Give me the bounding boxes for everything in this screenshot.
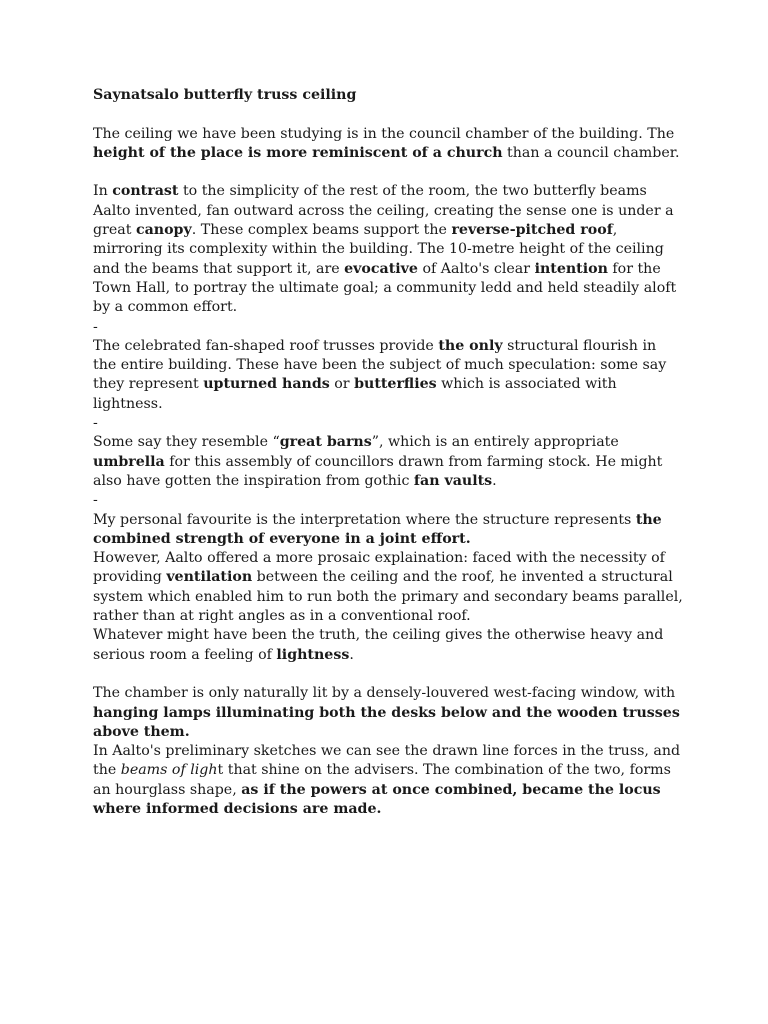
bold-run: contrast xyxy=(112,183,179,200)
text-run: My personal favourite is the interpretation where the structure represents xyxy=(93,511,636,528)
bold-run: as if the powers at once combined, became the locus where informed decisions are made. xyxy=(93,781,661,817)
paragraph-favourite xyxy=(93,511,683,550)
text-run: than a council chamber. xyxy=(502,144,680,161)
text-run: of Aalto's clear xyxy=(417,260,535,277)
text-run: structural flourish in the entire building. These have been the subject of much speculation: some say they represent xyxy=(93,337,667,393)
blank-line xyxy=(93,665,683,684)
paragraph-ventilation xyxy=(93,549,683,626)
bold-run: fan vaults xyxy=(413,472,493,489)
bold-run: height of the place is more reminiscent of a church xyxy=(93,144,503,161)
text-run: . xyxy=(349,646,354,663)
italic-run: beams of ligh xyxy=(120,762,218,779)
text-run: for this assembly of councillors drawn from farming stock. He might also have gotten the inspiration from gothic xyxy=(93,453,663,489)
paragraph-lighting xyxy=(93,684,683,742)
text-run: t that shine on the advisers. The combination of the two, forms an hourglass shape, xyxy=(93,762,671,798)
bold-run: the combined strength of everyone in a joint effort. xyxy=(93,511,662,547)
paragraph-barns xyxy=(93,433,683,491)
text-run: for the Town Hall, to portray the ultimate goal; a community ledd and held steadily aloft by a common effort. xyxy=(93,260,677,316)
bold-run: great barns xyxy=(279,434,372,451)
text-run: However, Aalto offered a more prosaic explaination: faced with the necessity of providing xyxy=(93,550,665,586)
document-title: Saynatsalo butterfly truss ceiling xyxy=(93,87,357,103)
blank-line xyxy=(93,163,683,182)
text-run: ”, which is an entirely appropriate xyxy=(371,434,619,451)
paragraph-contrast xyxy=(93,182,683,317)
bold-run: umbrella xyxy=(93,453,165,470)
text-run: The celebrated fan-shaped roof trusses provide xyxy=(93,337,439,354)
text-run: Some say they resemble “ xyxy=(93,434,280,451)
bold-run: evocative xyxy=(344,260,418,277)
text-run: which is associated with lightness. xyxy=(93,376,617,412)
text-run: or xyxy=(329,376,355,393)
text-run: between the ceiling and the roof, he invented a structural system which enabled him to run both the primary and secondary beams parallel, rather than at right angles as in a conventional roof. xyxy=(93,569,683,625)
dash-separator: - xyxy=(93,415,98,432)
paragraph-lightness xyxy=(93,626,683,665)
bold-run: butterflies xyxy=(354,376,437,393)
bold-run: ventilation xyxy=(166,569,253,586)
text-run: The chamber is only naturally lit by a densely-louvered west-facing window, with xyxy=(93,685,676,702)
dash-separator: - xyxy=(93,318,98,335)
text-run: The ceiling we have been studying is in the council chamber of the building. The xyxy=(93,125,675,142)
paragraph-sketches xyxy=(93,742,683,819)
bold-run: intention xyxy=(534,260,608,277)
bold-run: lightness xyxy=(276,646,350,663)
document-page xyxy=(93,86,683,819)
paragraph-trusses xyxy=(93,337,683,414)
text-run: , mirroring its complexity within the building. The 10-metre height of the ceiling and the beams that support it, are xyxy=(93,222,664,277)
text-run: . These complex beams support the xyxy=(191,222,452,239)
dash-separator: - xyxy=(93,492,98,509)
bold-run: the only xyxy=(438,337,503,354)
bold-run: hanging lamps illuminating both the desks below and the wooden trusses above them. xyxy=(93,704,680,740)
paragraph-intro xyxy=(93,125,683,164)
text-run: . xyxy=(492,472,497,489)
text-run: In Aalto's preliminary sketches we can see the drawn line forces in the truss, and the xyxy=(93,743,681,779)
text-run: Whatever might have been the truth, the ceiling gives the otherwise heavy and serious room a feeling of xyxy=(93,627,664,663)
bold-run: canopy xyxy=(135,222,192,239)
blank-line xyxy=(93,105,683,124)
text-run: In xyxy=(93,183,113,200)
text-run: to the simplicity of the rest of the room, the two butterfly beams Aalto invented, fan outward across the ceiling, creating the sense one is under a great xyxy=(93,183,674,239)
bold-run: reverse-pitched roof xyxy=(451,222,613,239)
bold-run: upturned hands xyxy=(203,376,330,393)
